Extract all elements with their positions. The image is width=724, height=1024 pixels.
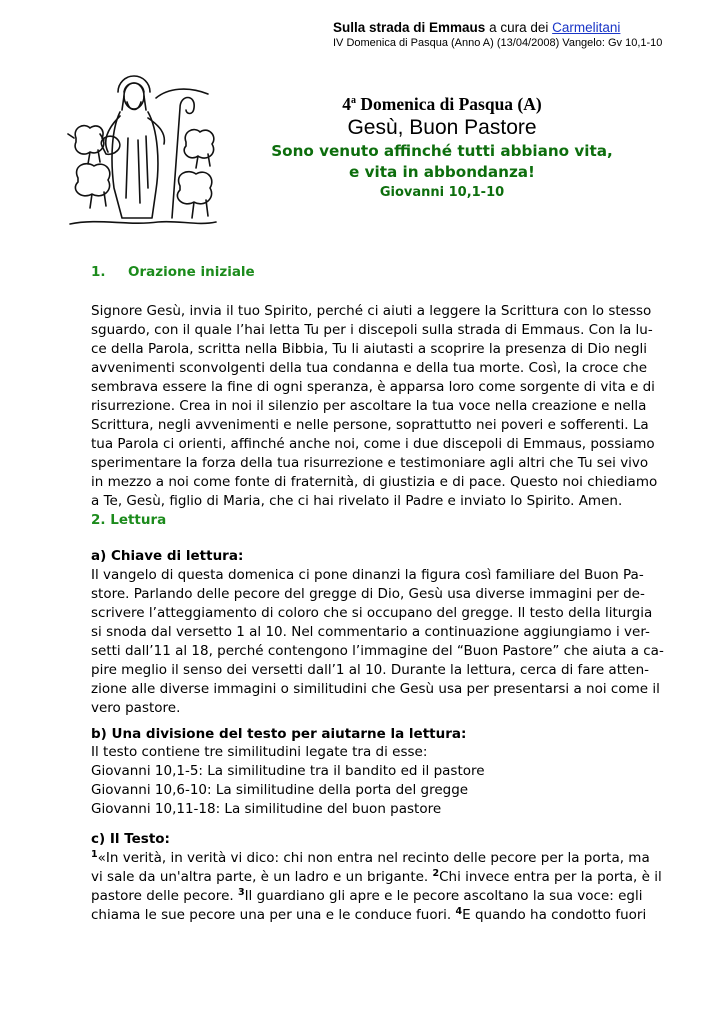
opening-prayer-paragraph: [91, 302, 658, 511]
prayer-line: risurrezione. Crea in noi il silenzio per ascoltare la tua voce nella creazione e nella: [91, 398, 647, 414]
text-division-heading: b) Una divisione del testo per aiutarne la lettura:: [91, 726, 467, 742]
verse-1-text-a: «In verità, in verità vi dico: chi non entra nel recinto delle pecore per la porta, ma: [97, 850, 650, 866]
prayer-line: sperimentare la forza della tua risurrezione e testimoniare agli altri che Tu sei vivo: [91, 455, 649, 471]
reading-key-paragraph: [91, 566, 664, 718]
gospel-text-paragraph: [91, 849, 662, 925]
reading-key-line: si snoda dal versetto 1 al 10. Nel commentario a continuazione aggiungiamo i ver-: [91, 624, 650, 640]
header-title-line: [333, 19, 713, 36]
ground-lines: [70, 222, 216, 224]
gospel-text-heading: c) Il Testo:: [91, 831, 170, 847]
sunday-rest: Domenica di Pasqua (A): [360, 93, 542, 114]
title-block: [222, 90, 662, 203]
verse-3-text-a: Il guardiano gli apre e le pecore ascoltano la sua voce: egli: [244, 888, 643, 904]
main-title: Gesù, Buon Pastore: [347, 115, 537, 139]
halo: [118, 76, 150, 92]
gospel-reference: Giovanni 10,1-10: [379, 184, 505, 200]
hill-line: [156, 89, 208, 98]
sheep-left-bottom: [75, 164, 109, 208]
prayer-line: ce della Parola, scritta nella Bibbia, Tu li aiutasti a scoprire la presenza di Dio negli: [91, 341, 648, 357]
reading-key-line: pire meglio il senso dei versetti dall’1 al 10. Durante la lettura, cerca di fare atten-: [91, 662, 650, 678]
site-name: Sulla strada di Emmaus: [333, 20, 486, 35]
prayer-line: Scrittura, negli avvenimenti e nelle persone, soprattutto nei poveri e sofferenti. La: [91, 417, 649, 433]
reading-key-line: store. Parlando delle pecore del gregge di Dio, Gesù usa diverse immagini per de-: [91, 586, 645, 602]
verse-3-number: 3: [237, 887, 245, 898]
division-line: Giovanni 10,11-18: La similitudine del buon pastore: [91, 801, 442, 817]
section-1-number: 1.: [91, 264, 106, 280]
shepherd-robe: [112, 112, 158, 218]
page-header: [333, 19, 713, 50]
sunday-suffix: a: [351, 95, 357, 106]
sunday-number: 4: [342, 93, 352, 114]
reading-key-line: scrivere l’atteggiamento di coloro che si occupano del gregge. Il testo della liturgia: [91, 605, 653, 621]
reading-key-line: vero pastore.: [91, 700, 181, 716]
sheep-right-bottom: [177, 172, 211, 218]
sheep-right-top: [184, 130, 214, 168]
gospel-line: [91, 887, 643, 906]
section-2-heading: 2. Lettura: [91, 512, 167, 528]
good-shepherd-illustration: [68, 68, 218, 230]
reading-key-heading: a) Chiave di lettura:: [91, 548, 244, 564]
subtitle-line-2: e vita in abbondanza!: [349, 162, 535, 181]
prayer-line: tua Parola ci orienti, affinché anche noi, come i due discepoli di Emmaus, possiamo: [91, 436, 655, 452]
gospel-line: [91, 868, 662, 887]
reading-key-line: zione alle diverse immagini o similitudini che Gesù usa per presentarsi a noi come il: [91, 681, 660, 697]
reading-key-line: Il vangelo di questa domenica ci pone dinanzi la figura così familiare del Buon Pa-: [91, 567, 644, 583]
prayer-line: sembrava essere la fine di ogni speranza, è apparsa loro come sorgente di vita e di: [91, 379, 655, 395]
prayer-line: sguardo, con il quale l’hai letta Tu per i discepoli sulla strada di Emmaus. Con la lu-: [91, 322, 653, 338]
header-subtitle: IV Domenica di Pasqua (Anno A) (13/04/2008) Vangelo: Gv 10,1-10: [333, 37, 663, 49]
section-1-heading: [91, 264, 255, 280]
prayer-line: in mezzo a noi come fonte di fraternità, di giustizia e di pace. Questo noi chiediamo: [91, 474, 658, 490]
text-division-list: [91, 743, 637, 819]
subtitle-line-1: Sono venuto affinché tutti abbiano vita,: [271, 141, 613, 160]
gospel-line: [91, 849, 650, 868]
prayer-line: Signore Gesù, invia il tuo Spirito, perché ci aiuti a leggere la Scrittura con lo stesso: [91, 303, 652, 319]
verse-1-number: 1: [91, 849, 98, 860]
cura-text: a cura dei: [489, 20, 549, 35]
verse-1-text-b: vi sale da un'altra parte, è un ladro e un brigante.: [91, 869, 433, 885]
prayer-line: avvenimenti sconvolgenti della tua condanna e della tua morte. Così, la croce che: [91, 360, 648, 376]
division-line: Giovanni 10,1-5: La similitudine tra il bandito ed il pastore: [91, 763, 485, 779]
division-line: Il testo contiene tre similitudini legate tra di esse:: [91, 744, 428, 760]
shepherd-hair: [122, 83, 146, 110]
carmelitani-link[interactable]: Carmelitani: [552, 20, 621, 35]
verse-4-text: E quando ha condotto fuori: [462, 907, 647, 923]
sheep-left-top: [68, 126, 104, 164]
sunday-title: [222, 90, 662, 115]
section-1-title: Orazione iniziale: [128, 264, 255, 280]
verse-2-text-a: Chi invece entra per la porta, è il: [439, 869, 662, 885]
prayer-line: a Te, Gesù, figlio di Maria, che ci hai rivelato il Padre e inviato lo Spirito. Amen.: [91, 493, 623, 509]
division-line: Giovanni 10,6-10: La similitudine della porta del gregge: [91, 782, 469, 798]
verse-3-text-b: chiama le sue pecore una per una e le conduce fuori.: [91, 907, 456, 923]
verse-2-text-b: pastore delle pecore.: [91, 888, 238, 904]
robe-folds: [126, 136, 148, 203]
verse-2-number: 2: [432, 868, 440, 879]
verse-4-number: 4: [455, 906, 463, 917]
gospel-line: [91, 906, 647, 925]
reading-key-line: setti dall’11 al 18, perché contengono l’immagine del “Buon Pastore” che aiuta a ca-: [91, 643, 664, 659]
